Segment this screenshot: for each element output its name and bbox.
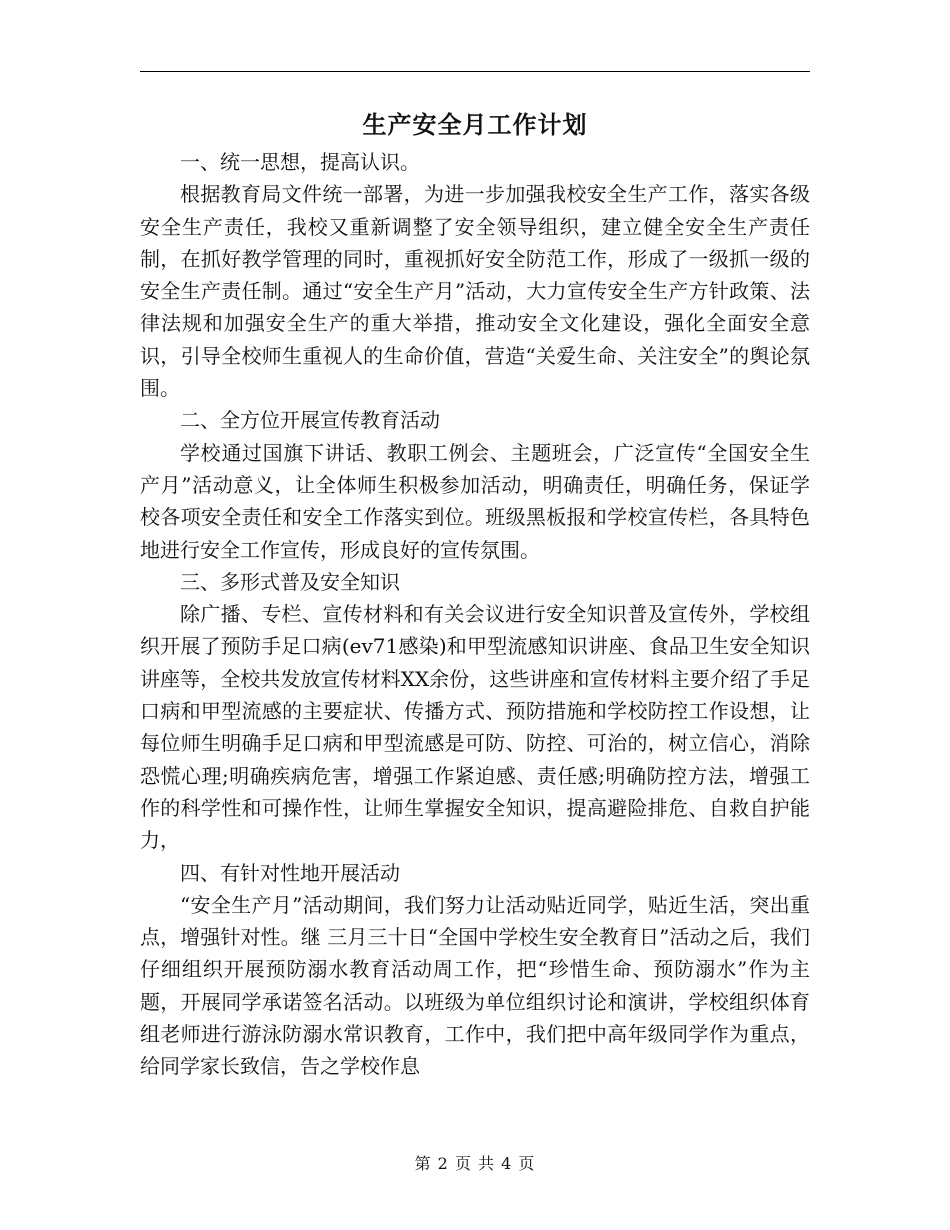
section-heading-1: 一、统一思想，提高认识。 [180,150,420,174]
section-heading-4: 四、有针对性地开展活动 [180,860,400,885]
header-rule [140,71,810,72]
section-heading-3: 三、多形式普及安全知识 [180,569,400,594]
paragraph-2: 学校通过国旗下讲话、教职工例会、主题班会，广泛宣传“全国安全生产月”活动意义，让全体师生积极参加活动，明确责任，明确任务，保证学校各项安全责任和安全工作落实到位。班级黑板报和学校宣传栏，各具特色地进行安全工作宣传，形成良好的宣传氛围。 [140,440,810,562]
paragraph-1: 根据教育局文件统一部署，为进一步加强我校安全生产工作，落实各级安全生产责任，我校又重新调整了安全领导组织，建立健全安全生产责任制，在抓好教学管理的同时，重视抓好安全防范工作，形成了一级抓一级的安全生产责任制。通过“安全生产月”活动，大力宣传安全生产方针政策、法律法规和加强安全生产的重大举措，推动安全文化建设，强化全面安全意识，引导全校师生重视人的生命价值，营造“关爱生命、关注安全”的舆论氛围。 [140,182,810,401]
section-heading-2: 二、全方位开展宣传教育活动 [180,408,440,433]
paragraph-3: 除广播、专栏、宣传材料和有关会议进行安全知识普及宣传外，学校组织开展了预防手足口病(ev71感染)和甲型流感知识讲座、食品卫生安全知识讲座等，全校共发放宣传材料XX余份，这些讲座和宣传材料主要介绍了手足口病和甲型流感的主要症状、传播方式、预防措施和学校防控工作设想，让每位师生明确手足口病和甲型流感是可防、防控、可治的，树立信心，消除恐慌心理;明确疾病危害，增强工作紧迫感、责任感;明确防控方法，增强工作的科学性和可操作性，让师生掌握安全知识，提高避险排危、自救自护能力， [140,602,810,853]
page-number: 第 2 页 共 4 页 [414,1154,536,1173]
document-title: 生产安全月工作计划 [362,110,588,139]
document-body [140,146,810,1083]
paragraph-4: “安全生产月”活动期间，我们努力让活动贴近同学，贴近生活，突出重点，增强针对性。继 三月三十日“全国中学校生安全教育日”活动之后，我们仔细组织开展预防溺水教育活动周工作，把“珍惜生命、预防溺水”作为主题，开展同学承诺签名活动。以班级为单位组织讨论和演讲，学校组织体育组老师进行游泳防溺水常识教育，工作中，我们把中高年级同学作为重点，给同学家长致信，告之学校作息 [140,892,810,1079]
